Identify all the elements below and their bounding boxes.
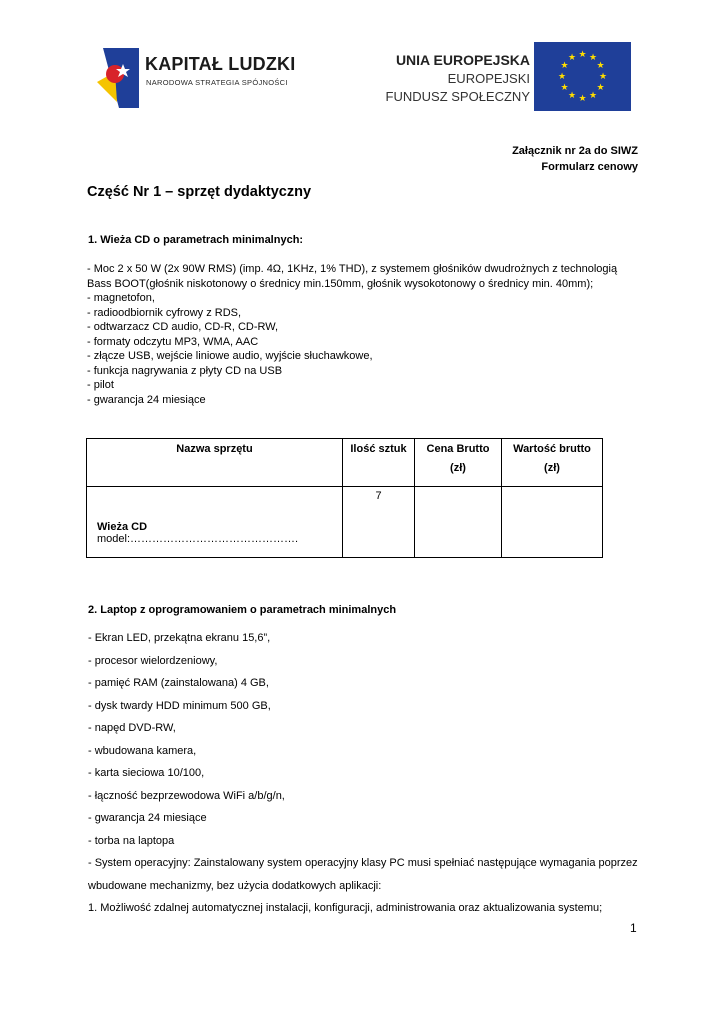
spec-line: - funkcja nagrywania z płyty CD na USB [87,364,283,377]
spec-line: wbudowane mechanizmy, bez użycia dodatkowych aplikacji: [88,879,382,892]
spec-line: - łączność bezprzewodowa WiFi a/b/g/n, [88,789,285,802]
section-2-heading: 2. Laptop z oprogramowaniem o parametrach minimalnych [88,604,397,616]
spec-line: - radioodbiornik cyfrowy z RDS, [87,306,242,319]
svg-text:★: ★ [557,72,567,82]
page-number: 1 [630,921,637,935]
price-table [86,438,603,558]
annex-header [512,143,638,175]
kapital-ludzki-subtitle: NARODOWA STRATEGIA SPÓJNOŚCI [146,78,288,87]
spec-line: - procesor wielordzeniowy, [88,654,218,667]
eu-line3: FUNDUSZ SPOŁECZNY [385,89,530,104]
section-1-heading: 1. Wieża CD o parametrach minimalnych: [88,234,304,246]
svg-text:★: ★ [578,50,587,60]
spec-line: - Moc 2 x 50 W (2x 90W RMS) (imp. 4Ω, 1KHz, 1% THD), z systemem głośników dwudrożnych z technologią [87,263,618,275]
table-row [87,487,603,558]
eu-flag-icon [534,42,631,111]
spec-line: - magnetofon, [87,292,155,304]
svg-text:★: ★ [588,53,598,63]
eu-title: UNIA EUROPEJSKA [395,52,530,68]
spec-line: - torba na laptopa [88,834,175,847]
spec-line: - dysk twardy HDD minimum 500 GB, [88,699,271,712]
spec-line: - pamięć RAM (zainstalowana) 4 GB, [88,677,269,689]
svg-text:★: ★ [567,53,577,63]
cell-name[interactable]: Wieża CD model:………………………………………. [87,487,343,558]
cell-qty: 7 [343,487,415,558]
spec-line: - System operacyjny: Zainstalowany system operacyjny klasy PC musi spełniać następujące wymagania poprzez [88,857,638,869]
spec-line: - napęd DVD-RW, [88,722,176,734]
kapital-ludzki-emblem-icon [95,42,143,112]
spec-line: - wbudowana kamera, [88,744,197,757]
spec-line: - Ekran LED, przekątna ekranu 15,6”, [88,632,271,644]
svg-text:★: ★ [567,91,577,101]
spec-line: - złącze USB, wejście liniowe audio, wyjście słuchawkowe, [87,350,373,362]
section-1-spec-list [87,262,647,407]
spec-line: - gwarancja 24 miesiące [87,393,206,406]
part-title: Część Nr 1 – sprzęt dydaktyczny [87,184,312,200]
svg-text:★: ★ [588,91,598,101]
annex-line-1: Załącznik nr 2a do SIWZ [512,145,638,157]
col-header-value: Wartość brutto (zł) [502,439,603,487]
annex-line-2: Formularz cenowy [541,161,638,173]
table-header-row [87,439,603,487]
svg-text:★: ★ [596,83,605,93]
spec-line: 1. Możliwość zdalnej automatycznej instalacji, konfiguracji, administrowania oraz aktualizowania systemu; [88,902,603,914]
spec-line: - odtwarzacz CD audio, CD-R, CD-RW, [87,321,279,333]
eu-logo [385,42,642,114]
spec-line: - karta sieciowa 10/100, [88,767,205,779]
svg-text:★: ★ [578,94,587,104]
spec-line: - pilot [87,379,114,391]
kapital-ludzki-title: KAPITAŁ LUDZKI [145,54,296,74]
spec-line: - gwarancja 24 miesiące [88,812,207,824]
col-header-price: Cena Brutto (zł) [415,439,502,487]
section-2-spec-list [88,632,648,925]
eu-line2: EUROPEJSKI [447,71,530,86]
spec-line: - formaty odczytu MP3, WMA, AAC [87,335,259,348]
svg-text:★: ★ [596,61,605,71]
col-header-qty: Ilość sztuk [343,439,415,487]
kapital-ludzki-logo [95,42,295,112]
col-header-name: Nazwa sprzętu [87,439,343,487]
svg-text:★: ★ [560,83,569,93]
spec-line: Bass BOOT(głośnik niskotonowy o średnicy min.150mm, głośnik wysokotonowy o średnicy min. 40mm); [87,277,594,290]
svg-text:★: ★ [560,61,569,71]
cell-price[interactable] [415,487,502,558]
svg-text:★: ★ [598,72,608,82]
cell-value[interactable] [502,487,603,558]
